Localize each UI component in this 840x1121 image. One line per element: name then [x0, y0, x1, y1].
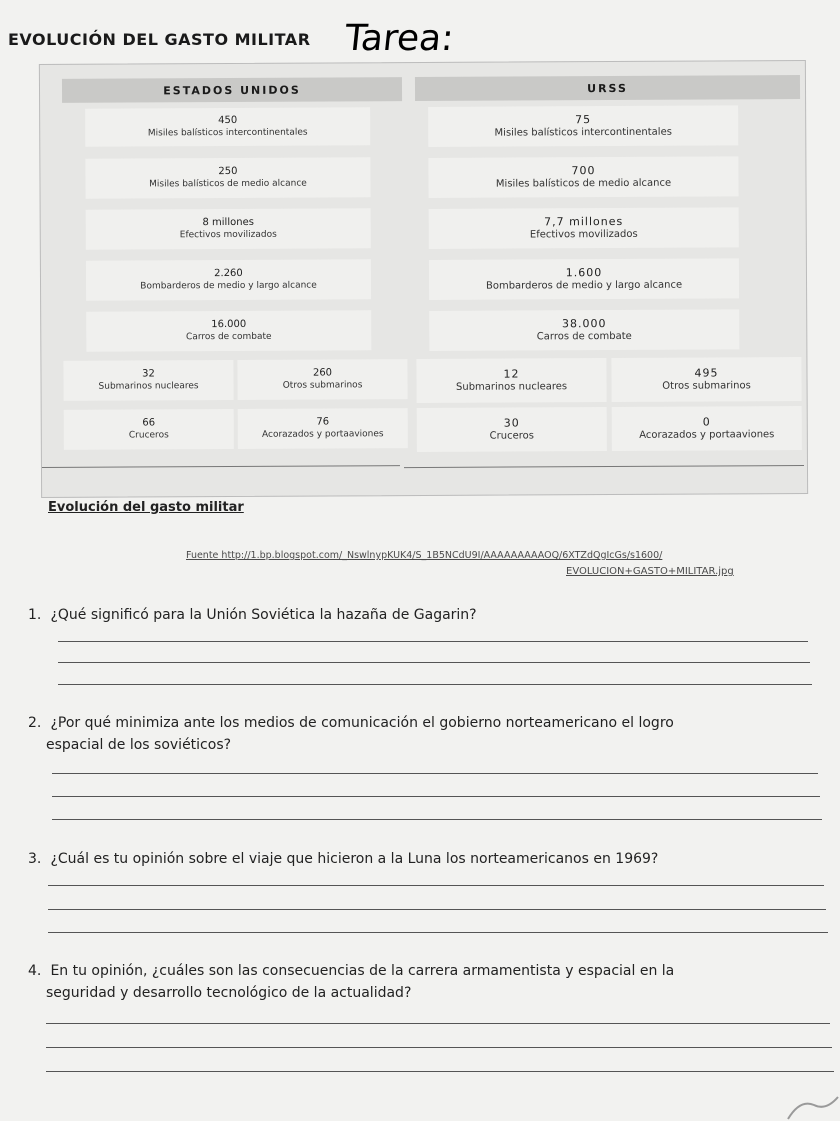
question-1-number: 1.	[28, 607, 42, 623]
urss-bombers-value: 1.600	[565, 266, 603, 280]
urss-nuclear-subs	[416, 358, 606, 403]
usa-nuclear-subs-value: 32	[142, 368, 155, 380]
urss-other-subs	[611, 357, 801, 402]
usa-nuclear-subs-label: Submarinos nucleares	[98, 381, 199, 392]
urss-header: URSS	[415, 75, 800, 101]
usa-other-subs	[237, 359, 407, 400]
question-4-text-1: En tu opinión, ¿cuáles son las consecuencias de la carrera armamentista y espacial en la	[50, 963, 675, 979]
urss-troops-label: Efectivos movilizados	[529, 228, 638, 241]
answer-line	[46, 1047, 832, 1048]
usa-cruisers	[64, 409, 234, 450]
urss-row-troops	[429, 207, 739, 249]
pencil-scribble	[780, 1091, 840, 1121]
urss-nuclear-subs-label: Submarinos nucleares	[455, 381, 568, 393]
usa-bombers-value: 2.260	[214, 267, 243, 280]
urss-other-subs-label: Otros submarinos	[662, 380, 751, 392]
urss-troops-value: 7,7 millones	[544, 214, 624, 229]
source-line-2: EVOLUCION+GASTO+MILITAR.jpg	[566, 566, 734, 577]
usa-row-icbm	[85, 107, 370, 146]
question-1	[28, 604, 828, 626]
urss-mrbm-label: Misiles balísticos de medio alcance	[495, 177, 672, 190]
answer-line	[48, 885, 824, 886]
usa-other-subs-label: Otros submarinos	[282, 380, 363, 391]
question-2	[28, 712, 828, 756]
urss-icbm-label: Misiles balísticos intercontinentales	[494, 126, 672, 139]
answer-line	[46, 1071, 834, 1072]
question-2-number: 2.	[28, 715, 42, 731]
question-1-text: ¿Qué significó para la Unión Soviética la hazaña de Gagarin?	[50, 607, 477, 623]
question-4-number: 4.	[28, 963, 42, 979]
question-3-number: 3.	[28, 851, 42, 867]
urss-cruisers	[417, 407, 607, 452]
urss-battleships-value: 0	[702, 415, 711, 429]
handwritten-note: Tarea:	[342, 18, 456, 59]
answer-line	[58, 662, 810, 663]
usa-troops-value: 8 millones	[202, 216, 254, 229]
question-4	[28, 960, 828, 1004]
question-3-text: ¿Cuál es tu opinión sobre el viaje que hicieron a la Luna los norteamericanos en 1969?	[50, 851, 659, 867]
urss-row-mrbm	[428, 156, 738, 198]
answer-line	[58, 641, 808, 642]
answer-line	[48, 932, 828, 933]
urss-bombers-label: Bombarderos de medio y largo alcance	[485, 279, 683, 292]
urss-cruisers-value: 30	[503, 416, 520, 430]
urss-tanks-label: Carros de combate	[536, 330, 632, 343]
usa-tanks-value: 16.000	[211, 318, 247, 331]
usa-battleships-value: 76	[316, 416, 330, 428]
usa-row-troops	[86, 208, 371, 249]
urss-other-subs-value: 495	[694, 366, 719, 380]
urss-cruisers-label: Cruceros	[489, 430, 535, 442]
usa-icbm-label: Misiles balísticos intercontinentales	[147, 127, 308, 139]
usa-nuclear-subs	[63, 360, 233, 401]
urss-icbm-value: 75	[575, 113, 592, 127]
question-4-text-2: seguridad y desarrollo tecnológico de la actualidad?	[46, 985, 412, 1001]
usa-mrbm-label: Misiles balísticos de medio alcance	[149, 178, 307, 190]
urss-tanks-value: 38.000	[561, 317, 607, 331]
urss-nuclear-subs-value: 12	[503, 367, 520, 381]
urss-row-icbm	[428, 105, 738, 147]
answer-line	[52, 796, 820, 797]
urss-battleships-label: Acorazados y portaaviones	[639, 429, 775, 441]
question-3	[28, 848, 828, 870]
usa-battleships-label: Acorazados y portaaviones	[261, 429, 384, 440]
usa-row-mrbm	[85, 157, 370, 198]
usa-rule	[42, 465, 400, 468]
answer-line	[58, 684, 812, 685]
usa-bombers-label: Bombarderos de medio y largo alcance	[140, 280, 317, 292]
military-spending-figure	[39, 60, 808, 498]
figure-caption: Evolución del gasto militar	[48, 500, 244, 515]
question-2-text-1: ¿Por qué minimiza ante los medios de comunicación el gobierno norteamericano el logro	[50, 715, 674, 731]
urss-row-tanks	[429, 309, 739, 351]
urss-mrbm-value: 700	[571, 164, 596, 178]
usa-troops-label: Efectivos movilizados	[179, 229, 277, 241]
usa-row-tanks	[86, 310, 371, 351]
usa-icbm-value: 450	[218, 114, 238, 127]
usa-other-subs-value: 260	[312, 367, 333, 379]
urss-rule	[404, 465, 804, 468]
usa-header: ESTADOS UNIDOS	[62, 77, 402, 103]
usa-battleships	[238, 408, 408, 449]
question-2-text-2: espacial de los soviéticos?	[46, 737, 232, 753]
usa-cruisers-value: 66	[142, 417, 156, 429]
page-title: EVOLUCIÓN DEL GASTO MILITAR	[8, 30, 311, 49]
answer-line	[48, 909, 826, 910]
source-line-1: Fuente http://1.bp.blogspot.com/_NswlnypKUK4/S_1B5NCdU9I/AAAAAAAAAOQ/6XTZdQgIcGs/s1600/	[186, 550, 663, 561]
urss-row-bombers	[429, 258, 739, 300]
answer-line	[52, 773, 818, 774]
urss-battleships	[612, 406, 802, 451]
usa-cruisers-label: Cruceros	[128, 430, 169, 441]
answer-line	[46, 1023, 830, 1024]
usa-mrbm-value: 250	[218, 165, 238, 178]
usa-row-bombers	[86, 259, 371, 300]
answer-line	[52, 819, 822, 820]
usa-tanks-label: Carros de combate	[186, 331, 272, 343]
